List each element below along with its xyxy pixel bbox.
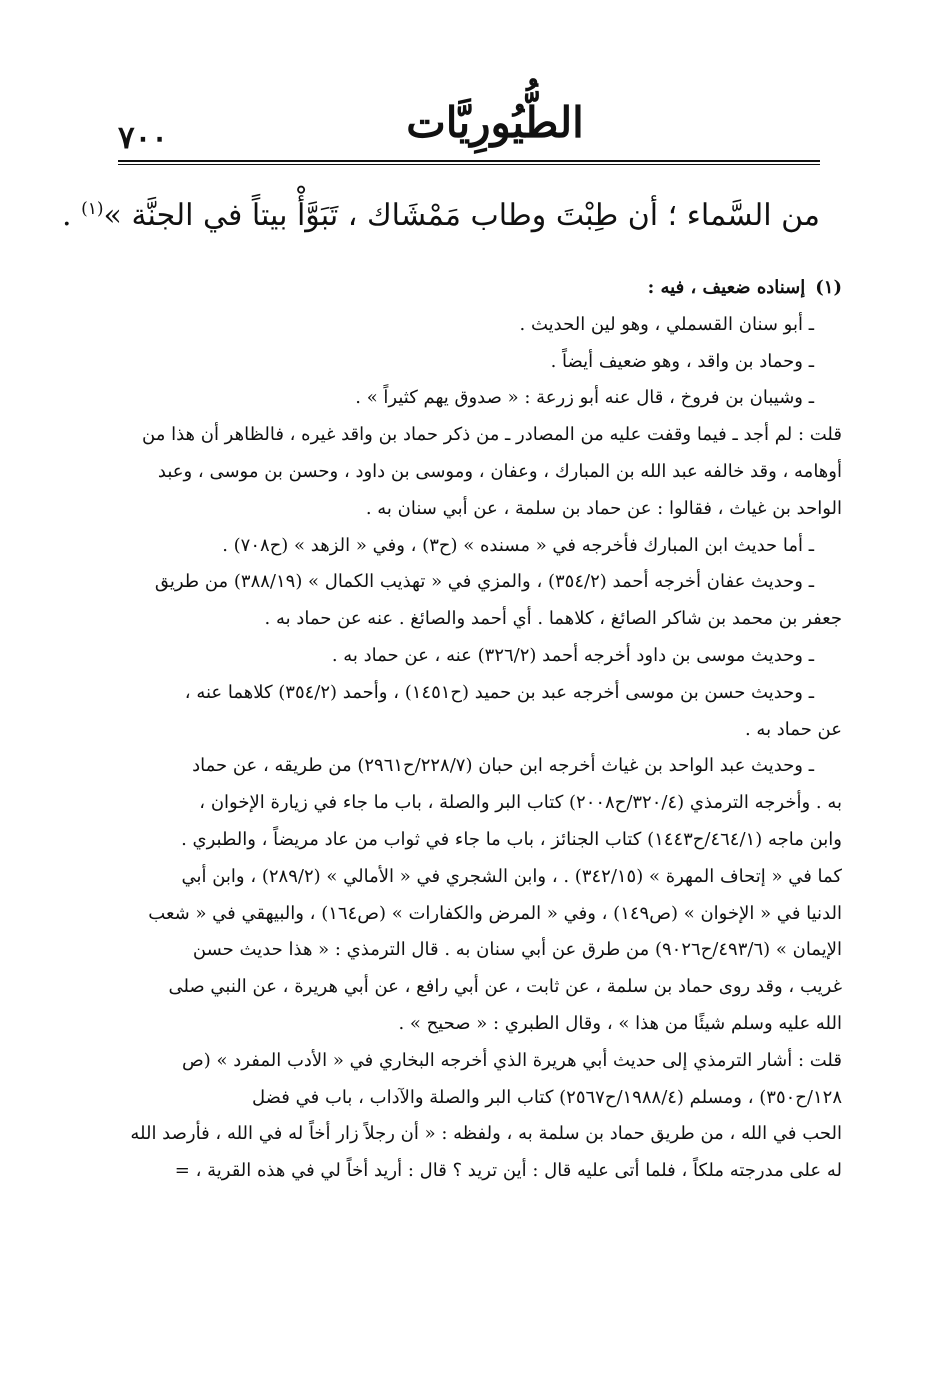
footnote-line: الدنيا في « الإخوان » (ص١٤٩) ، وفي « المرض والكفارات » (ص١٦٤) ، والبيهقي في « شعب	[148, 902, 842, 924]
main-text-line	[62, 178, 820, 240]
footnote-line: الحب في الله ، من طريق حماد بن سلمة به ، ولفظه : « أن رجلاً زار أخاً له في الله ، فأرصد الله	[130, 1123, 842, 1145]
main-text-end: .	[62, 198, 82, 233]
page-number: ٧٠٠	[118, 120, 168, 156]
footnote-line: الواحد بن غياث ، فقالوا : عن حماد بن سلمة ، عن أبي سنان به .	[365, 497, 842, 519]
footnote-line: عن حماد به .	[744, 718, 842, 740]
footnote-line: قلت : لم أجد ـ فيما وقفت عليه من المصادر ـ من ذكر حماد بن واقد غيره ، فالظاهر أن هذا من	[142, 424, 842, 446]
footnote-line: ـ وحماد بن واقد ، وهو ضعيف أيضاً .	[550, 350, 814, 372]
footnote-line: كما في « إتحاف المهرة » (٣٤٢/١٥) . ، وابن الشجري في « الأمالي » (٢٨٩/٢) ، وابن أبي	[181, 865, 842, 887]
footnote-line: جعفر بن محمد بن شاكر الصائغ ، كلاهما . أي أحمد والصائغ . عنه عن حماد به .	[264, 608, 842, 630]
footnote-title: إسناده ضعيف ، فيه :	[647, 277, 806, 298]
main-text: من السَّماء ؛ أن طِبْتَ وطاب مَمْشَاك ، تَبَوَّأْ بيتاً في الجنَّة »	[103, 198, 820, 233]
footnotes-section	[102, 270, 842, 1300]
footnote-line: ١٢٨/ح٣٥٠) ، ومسلم (١٩٨٨/٤/ح٢٥٦٧) كتاب البر والصلة والآداب ، باب في فضل	[252, 1086, 842, 1108]
footnote-line: غريب ، وقد روى حماد بن سلمة ، عن ثابت ، عن أبي رافع ، عن أبي هريرة ، عن النبي صلى	[168, 976, 842, 998]
footnote-line: ـ وحديث عبد الواحد بن غياث أخرجه ابن حبان (٢٢٨/٧/ح٢٩٦١) من طريقه ، عن حماد	[192, 755, 814, 777]
footnote-line: ـ وحديث موسى بن داود أخرجه أحمد (٣٢٦/٢) عنه ، عن حماد به .	[331, 644, 814, 666]
footnote-line: له على مدرجته ملكاً ، فلما أتى عليه قال : أين تريد ؟ قال : أريد أخاً لي في هذه القرية ، =	[174, 1160, 842, 1182]
footnote-line: الله عليه وسلم شيئًا من هذا » ، وقال الطبري : « صحيح » .	[398, 1012, 842, 1034]
footnote-line: أوهامه ، وقد خالفه عبد الله بن المبارك ، وعفان ، وموسى بن داود ، وحسن بن موسى ، وعبد	[157, 460, 842, 482]
header-rule	[118, 160, 820, 162]
running-title: الطُّيُورِيَّات	[406, 98, 584, 147]
footnote-line: ـ أما حديث ابن المبارك فأخرجه في « مسنده » (ح٣) ، وفي « الزهد » (ح٧٠٨) .	[222, 534, 814, 556]
footnote-line: به . وأخرجه الترمذي (٣٢٠/٤/ح٢٠٠٨) كتاب البر والصلة ، باب ما جاء في زيارة الإخوان ،	[199, 792, 842, 814]
footnote-line: الإيمان » (٤٩٣/٦/ح٩٠٢٦) من طرق عن أبي سنان به . قال الترمذي : « هذا حديث حسن	[192, 939, 842, 961]
footnote-line: وابن ماجه (٤٦٤/١/ح١٤٤٣) كتاب الجنائز ، باب ما جاء في ثواب من عاد مريضاً ، والطبري .	[181, 828, 842, 850]
footnote-heading	[102, 270, 842, 307]
header-rule-secondary	[118, 164, 820, 165]
footnote-number: (١)	[815, 277, 842, 298]
footnote-line: ـ وحديث حسن بن موسى أخرجه عبد بن حميد (ح١٤٥١) ، وأحمد (٣٥٤/٢) كلاهما عنه ،	[184, 681, 814, 703]
footnote-line: قلت : أشار الترمذي إلى حديث أبي هريرة الذي أخرجه البخاري في « الأدب المفرد » (ص	[182, 1049, 842, 1071]
footnote-line: ـ أبو سنان القسملي ، وهو لين الحديث .	[519, 313, 814, 335]
footnote-line: ـ وشيبان بن فروخ ، قال عنه أبو زرعة : « صدوق يهم كثيراً » .	[355, 387, 814, 409]
footnote-reference: (١)	[81, 199, 104, 219]
footnote-line: ـ وحديث عفان أخرجه أحمد (٣٥٤/٢) ، والمزي في « تهذيب الكمال » (٣٨٨/١٩) من طريق	[154, 571, 814, 593]
